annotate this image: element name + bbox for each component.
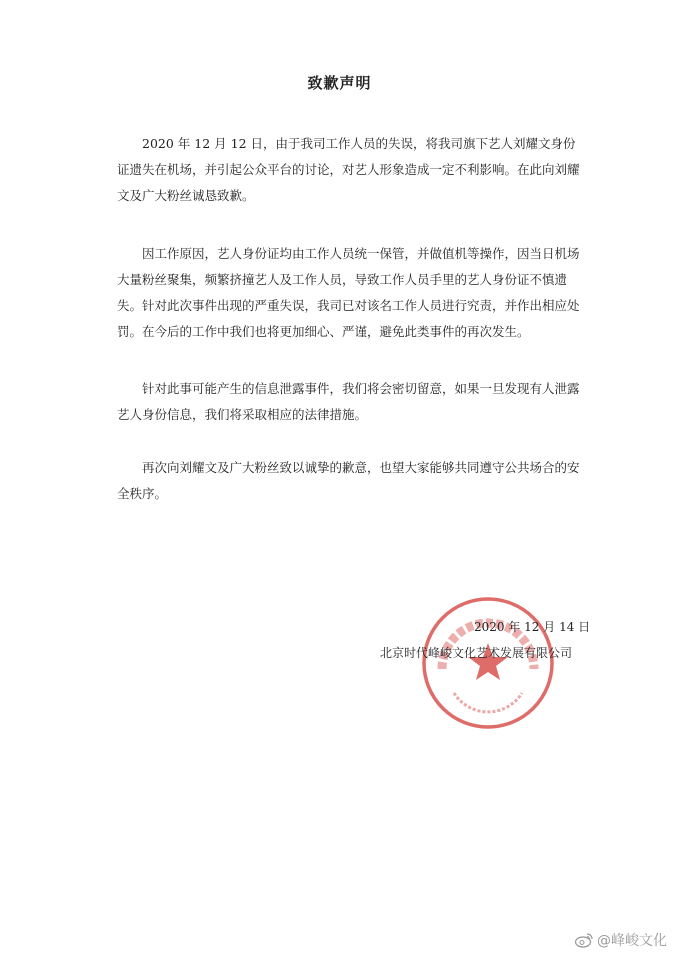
signature-organization: 北京时代峰峻文化艺术发展有限公司 — [380, 646, 573, 660]
paragraph-3: 针对此事可能产生的信息泄露事件，我们将会密切留意，如果一旦发现有人泄露艺人身份信息，我们将采取相应的法律措施。 — [117, 381, 580, 422]
paragraph-2: 因工作原因，艺人身份证均由工作人员统一保管，并做值机等操作，因当日机场大量粉丝聚集，频繁挤撞艺人及工作人员，导致工作人员手里的艺人身份证不慎遗失。针对此次事件出现的严重失误，我司已对该名工作人员进行究责，并作出相应处罚。在今后的工作中我们也将更加细心、严谨，避免此类事件的再次发生。 — [117, 246, 580, 339]
weibo-icon — [575, 932, 593, 948]
paragraph-4: 再次向刘耀文及广大粉丝致以诚挚的歉意，也望大家能够共同遵守公共场合的安全秩序。 — [117, 460, 580, 501]
company-seal-icon — [420, 595, 556, 731]
watermark-text: @峰峻文化 — [597, 933, 667, 949]
signature-date: 2020 年 12 月 14 日 — [474, 620, 591, 634]
weibo-watermark — [575, 930, 667, 950]
page-title: 致歉声明 — [307, 74, 372, 92]
paragraph-1: 2020 年 12 月 12 日，由于我司工作人员的失误，将我司旗下艺人刘耀文身份证遗失在机场，并引起公众平台的讨论，对艺人形象造成一定不利影响。在此向刘耀文及广大粉丝诚恳致歉。 — [117, 136, 580, 203]
